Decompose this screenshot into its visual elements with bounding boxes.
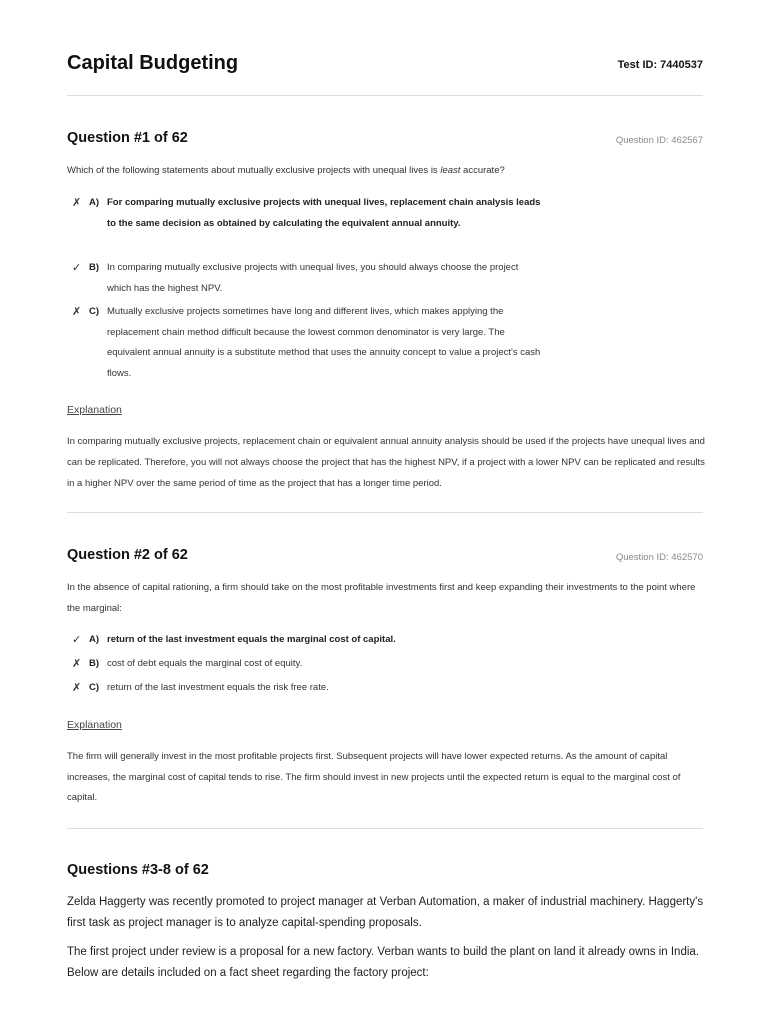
case-paragraph: The first project under review is a proposal for a new factory. Verban wants to build the plant on land it already owns in India. Below are details included on a fact sheet regarding the factory project:: [67, 946, 699, 979]
question-2-id: Question ID: 462570: [615, 552, 703, 563]
answer-option-b[interactable]: [72, 654, 542, 675]
question-2-title: Question #2 of 62: [67, 547, 188, 563]
option-text: In comparing mutually exclusive projects with unequal lives, you should always choose the project which has the highest NPV.: [107, 262, 519, 294]
explanation-link[interactable]: Explanation: [67, 404, 122, 416]
stem-part: Which of the following statements about mutually exclusive projects with unequal lives is: [67, 165, 441, 176]
page-title: Capital Budgeting: [67, 52, 239, 74]
header: [67, 52, 703, 82]
option-text: For comparing mutually exclusive projects with unequal lives, replacement chain analysis leads to the same decision as obtained by calculating the equivalent annual annuity.: [107, 197, 541, 229]
answer-option-c[interactable]: [72, 302, 542, 384]
option-letter: C): [89, 682, 100, 693]
option-letter: A): [89, 197, 100, 208]
test-id: Test ID: 7440537: [617, 59, 703, 71]
question-2-stem: In the absence of capital rationing, a firm should take on the most profitable investments first and keep expanding their investments to the point where the marginal:: [67, 582, 696, 614]
incorrect-mark-icon: ✗: [72, 658, 82, 670]
option-letter: B): [89, 658, 100, 669]
stem-part: accurate?: [460, 165, 505, 176]
incorrect-mark-icon: ✗: [72, 306, 82, 318]
question-1-stem: [67, 161, 707, 182]
divider: [67, 512, 703, 513]
explanation-text: The firm will generally invest in the most profitable projects first. Subsequent projects will have lower expected returns. As the amount of capital increases, the marginal cost of capital tends to rise. The firm should invest in new projects until the expected return is equal to the marginal cost of capital.: [67, 751, 681, 803]
stem-emphasis: least: [440, 165, 461, 176]
answer-option-a[interactable]: [72, 193, 542, 234]
option-text: Mutually exclusive projects sometimes have long and different lives, which makes applying the replacement chain method difficult because the lowest common denominator is very large. The equivalent annual annuity is a substitute method that uses the annuity concept to value a project's cash flows.: [107, 306, 541, 379]
incorrect-mark-icon: ✗: [72, 197, 82, 209]
answer-option-a[interactable]: [72, 630, 542, 651]
explanation-text: In comparing mutually exclusive projects, replacement chain or equivalent annual annuity analysis should be used if the projects have unequal lives and can be replicated. Therefore, you will not always choose the project that has the highest NPV, if a project with a lower NPV can be replicated and results in a higher NPV over the same period of time as the project that has a longer time period.: [67, 436, 705, 489]
answer-option-c[interactable]: [72, 678, 542, 699]
incorrect-mark-icon: ✗: [72, 682, 82, 694]
option-letter: C): [89, 306, 100, 317]
divider: [67, 95, 703, 96]
divider: [67, 828, 703, 829]
option-letter: B): [89, 262, 100, 273]
explanation-link[interactable]: Explanation: [67, 719, 122, 731]
answer-option-b[interactable]: [72, 258, 542, 299]
option-text: return of the last investment equals the risk free rate.: [107, 682, 329, 693]
option-text: return of the last investment equals the marginal cost of capital.: [107, 634, 396, 645]
option-letter: A): [89, 634, 100, 645]
correct-mark-icon: ✓: [72, 262, 82, 274]
case-paragraph: Zelda Haggerty was recently promoted to project manager at Verban Automation, a maker of industrial machinery. Haggerty's first task as project manager is to analyze capital-spending proposals.: [67, 896, 704, 929]
correct-mark-icon: ✓: [72, 634, 82, 646]
question-1-title: Question #1 of 62: [67, 130, 188, 146]
question-3-8-title: Questions #3-8 of 62: [67, 862, 209, 878]
option-text: cost of debt equals the marginal cost of equity.: [107, 658, 303, 669]
question-1-id: Question ID: 462567: [615, 135, 703, 146]
